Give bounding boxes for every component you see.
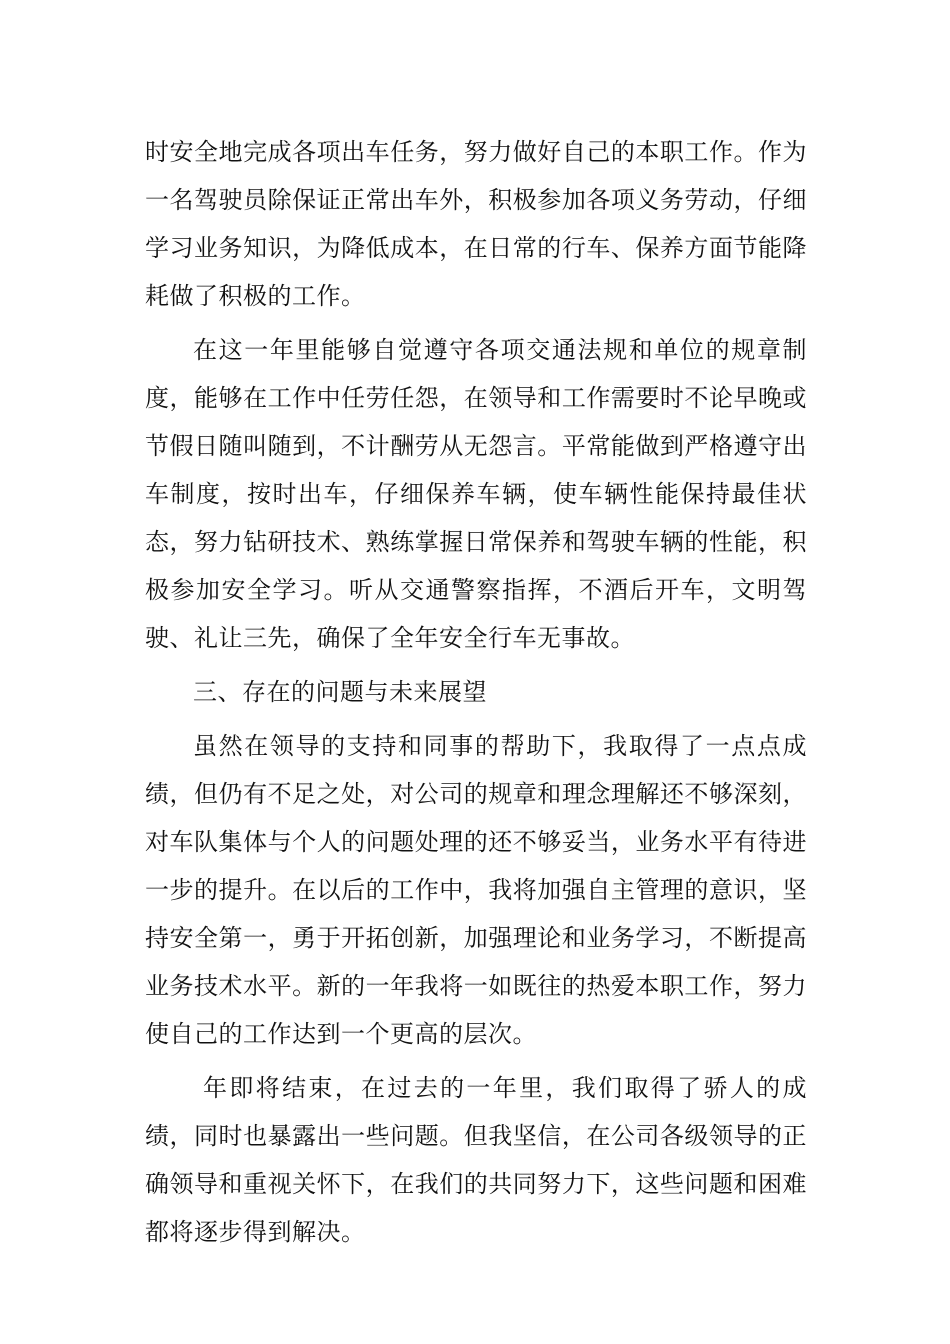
paragraph-problems-outlook: 虽然在领导的支持和同事的帮助下，我取得了一点点成绩，但仍有不足之处，对公司的规章和理念理解还不够深刻，对车队集体与个人的问题处理的还不够妥当，业务水平有待进一步的提升。在以后的工作中，我将加强自主管理的意识，坚持安全第一，勇于开拓创新，加强理论和业务学习，不断提高业务技术水平。新的一年我将一如既往的热爱本职工作，努力使自己的工作达到一个更高的层次。 <box>145 732 807 1048</box>
paragraph-closing: 年即将结束，在过去的一年里，我们取得了骄人的成绩，同时也暴露出一些问题。但我坚信，在公司各级领导的正确领导和重视关怀下，在我们的共同努力下，这些问题和困难都将逐步得到解决。 <box>145 1074 807 1246</box>
paragraph-compliance: 在这一年里能够自觉遵守各项交通法规和单位的规章制度，能够在工作中任劳任怨，在领导和工作需要时不论早晚或节假日随叫随到，不计酬劳从无怨言。平常能做到严格遵守出车制度，按时出车，仔细保养车辆，使车辆性能保持最佳状态，努力钻研技术、熟练掌握日常保养和驾驶车辆的性能，积极参加安全学习。听从交通警察指挥，不酒后开车，文明驾驶、礼让三先，确保了全年安全行车无事故。 <box>145 336 807 652</box>
paragraph-continuation: 时安全地完成各项出车任务，努力做好自己的本职工作。作为一名驾驶员除保证正常出车外，积极参加各项义务劳动，仔细学习业务知识，为降低成本，在日常的行车、保养方面节能降耗做了积极的工作。 <box>145 138 807 310</box>
section-heading: 三、存在的问题与未来展望 <box>193 678 487 706</box>
document-body <box>145 128 807 1262</box>
